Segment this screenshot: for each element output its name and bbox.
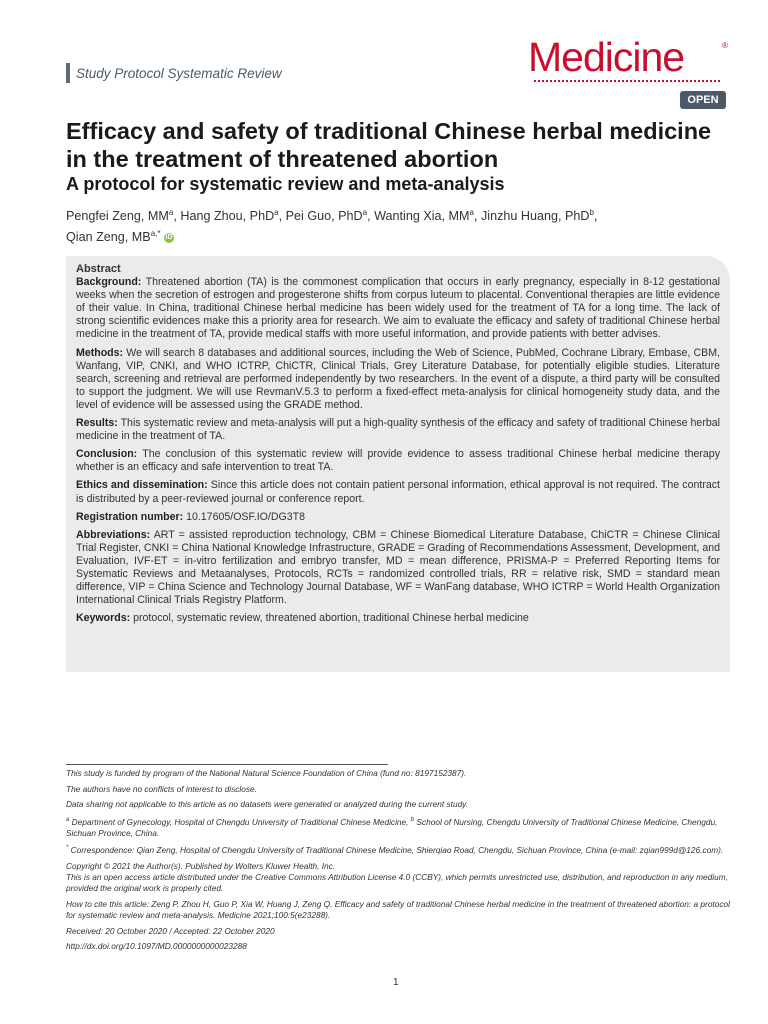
footnote-citation: How to cite this article: Zeng P, Zhou H, Guo P, Xia W, Huang J, Zeng Q. Efficacy and safety of traditional Chinese herbal medicine in the treatment of threatened abortion: a protocol for systematic review and meta-analysis. Medicine 2021;100:5(e23288). xyxy=(66,898,730,920)
article-subtitle: A protocol for systematic review and meta-analysis xyxy=(66,174,505,194)
footnote-conflicts: The authors have no conflicts of interest to disclose. xyxy=(66,783,257,794)
author: Pei Guo, PhD$^a$, xyxy=(285,208,375,224)
section-tag-bar xyxy=(66,63,70,83)
abstract-methods: Methods: We will search 8 databases and additional sources, including the Web of Science, PubMed, Cochrane Library, Embase, CBM, Wanfang, VIP, CNKI, and WHO ICTRP, ChiCTR, Clinical Trials, Grey Literature Database, for potentially eligible studies. Literature search, screening and retrieval are performed independently by two researchers. In the event of a dispute, a third party will be consulted to support the judgment. We will use RevmanV.5.3 to perform a fixed-effect meta-analysis for clinical homogeneity study data, and the level of evidence will be assessed using the GRADE method. xyxy=(76,346,720,411)
abstract-heading: Abstract xyxy=(76,263,121,275)
author: Hang Zhou, PhD$^a$, xyxy=(180,208,286,224)
journal-logo-underline xyxy=(534,80,722,82)
author: Qian Zeng, $MB^{a,*}$ xyxy=(66,229,161,245)
author: Pengfei Zeng, $MM^a$, xyxy=(66,208,181,224)
orcid-icon[interactable]: iD xyxy=(165,234,173,242)
journal-logo: Medicine xyxy=(528,34,685,80)
author: Wanting Xia, $MM^a$, xyxy=(374,208,481,224)
author-list xyxy=(66,204,716,246)
abstract-abbreviations: Abbreviations: ART = assisted reproduction technology, CBM = Chinese Biomedical Literature Database, ChiCTR = Chinese Clinical Trial Register, CNKI = China National Knowledge Infrastructure, GRADE = Grading of Recommendations Assessment, Development, and Evaluation, IVF-ET = in-vitro fertilization and embryo transfer, MD = mean difference, PRISMA-P = Preferred Reporting Items for Systematic Reviews and Metaanalyses, Protocols, RCTs = randomized controlled trials, RR = relative risk, SMD = standard mean difference, VIP = China Science and Technology Journal Database, WF = WanFang database, WHO ICTRP = World Health Organization International Clinical Trials Registry Platform. xyxy=(76,528,720,607)
footnote-copyright: Copyright © 2021 the Author(s). Published by Wolters Kluwer Health, Inc. This is an open access article distributed under the Creative Commons Attribution License 4.0 (CCBY), which permits unrestricted use, distribution, and reproduction in any medium, provided the original work is properly cited. xyxy=(66,860,728,894)
abstract-results: Results: This systematic review and meta-analysis will put a high-quality synthesis of the efficacy and safety of traditional Chinese herbal medicine in the treatment of TA. xyxy=(76,417,720,443)
journal-logo-registered: ® xyxy=(722,41,728,50)
footnote-affiliations: $^a$ Department of Gynecology, Hospital of Chengdu University of Traditional Chinese Medicine, $^b$ School of Nursing, Chengdu University of Traditional Chinese Medicine, Chengdu, Sichuan Province, China. xyxy=(66,816,718,838)
abstract-conclusion: Conclusion: The conclusion of this systematic review will provide evidence to assess traditional Chinese herbal medicine therapy whether is an efficacy and safe intervention to treat TA. xyxy=(76,448,720,474)
footnote-funding: This study is funded by program of the National Natural Science Foundation of China (fund no: 8197152387). xyxy=(66,768,467,778)
section-tag xyxy=(66,63,282,83)
footnote-received: Received: 20 October 2020 / Accepted: 22 October 2020 xyxy=(66,925,275,936)
footnote-correspondence: * Correspondence: Qian Zeng, Hospital of Chengdu University of Traditional Chinese Medicine, Shierqiao Road, Chengdu, Sichuan Province, China (e-mail: zqian999d@126.com). xyxy=(66,845,724,856)
footnote-divider xyxy=(66,764,388,765)
abstract-registration: Registration number: 10.17605/OSF.IO/DG3T8 xyxy=(76,510,306,523)
page-number: 1 xyxy=(393,977,399,988)
open-access-badge: OPEN xyxy=(680,91,726,109)
abstract-ethics: Ethics and dissemination: Since this article does not contain patient personal information, ethical approval is not required. The contract is distributed by a peer-reviewed journal or conference report. xyxy=(76,479,720,505)
abstract-background: Background: Threatened abortion (TA) is the commonest complication that occurs in early pregnancy, especially in 8-12 gestational weeks when the secretion of estrogen and progesterone shifts from corpus luteum to placental. Conventional therapies are little evidence of their value. In China, traditional Chinese herbal medicine has been widely used for the treatment of TA for a long time. The lack of strong scientific evidences make this a priority area for research. We aim to evaluate the efficacy and safety of traditional Chinese herbal medicine in the treatment of TA, provide medical staffs with more useful information, and provide patients with better advises. xyxy=(76,276,720,341)
footnote-data-sharing: Data sharing not applicable to this article as no datasets were generated or analyzed during the current study. xyxy=(66,799,469,810)
author: Jinzhu Huang, PhD$^b$, xyxy=(480,208,598,224)
abstract-keywords: Keywords: protocol, systematic review, threatened abortion, traditional Chinese herbal medicine xyxy=(76,612,529,625)
footnotes xyxy=(66,768,730,957)
article-title: Efficacy and safety of traditional Chinese herbal medicine in the treatment of threatened abortion xyxy=(66,118,712,172)
footnote-doi-link[interactable]: http://dx.doi.org/10.1097/MD.0000000000023288 xyxy=(66,941,247,952)
section-tag-label: Study Protocol Systematic Review xyxy=(76,65,282,81)
abstract-box xyxy=(66,256,730,672)
